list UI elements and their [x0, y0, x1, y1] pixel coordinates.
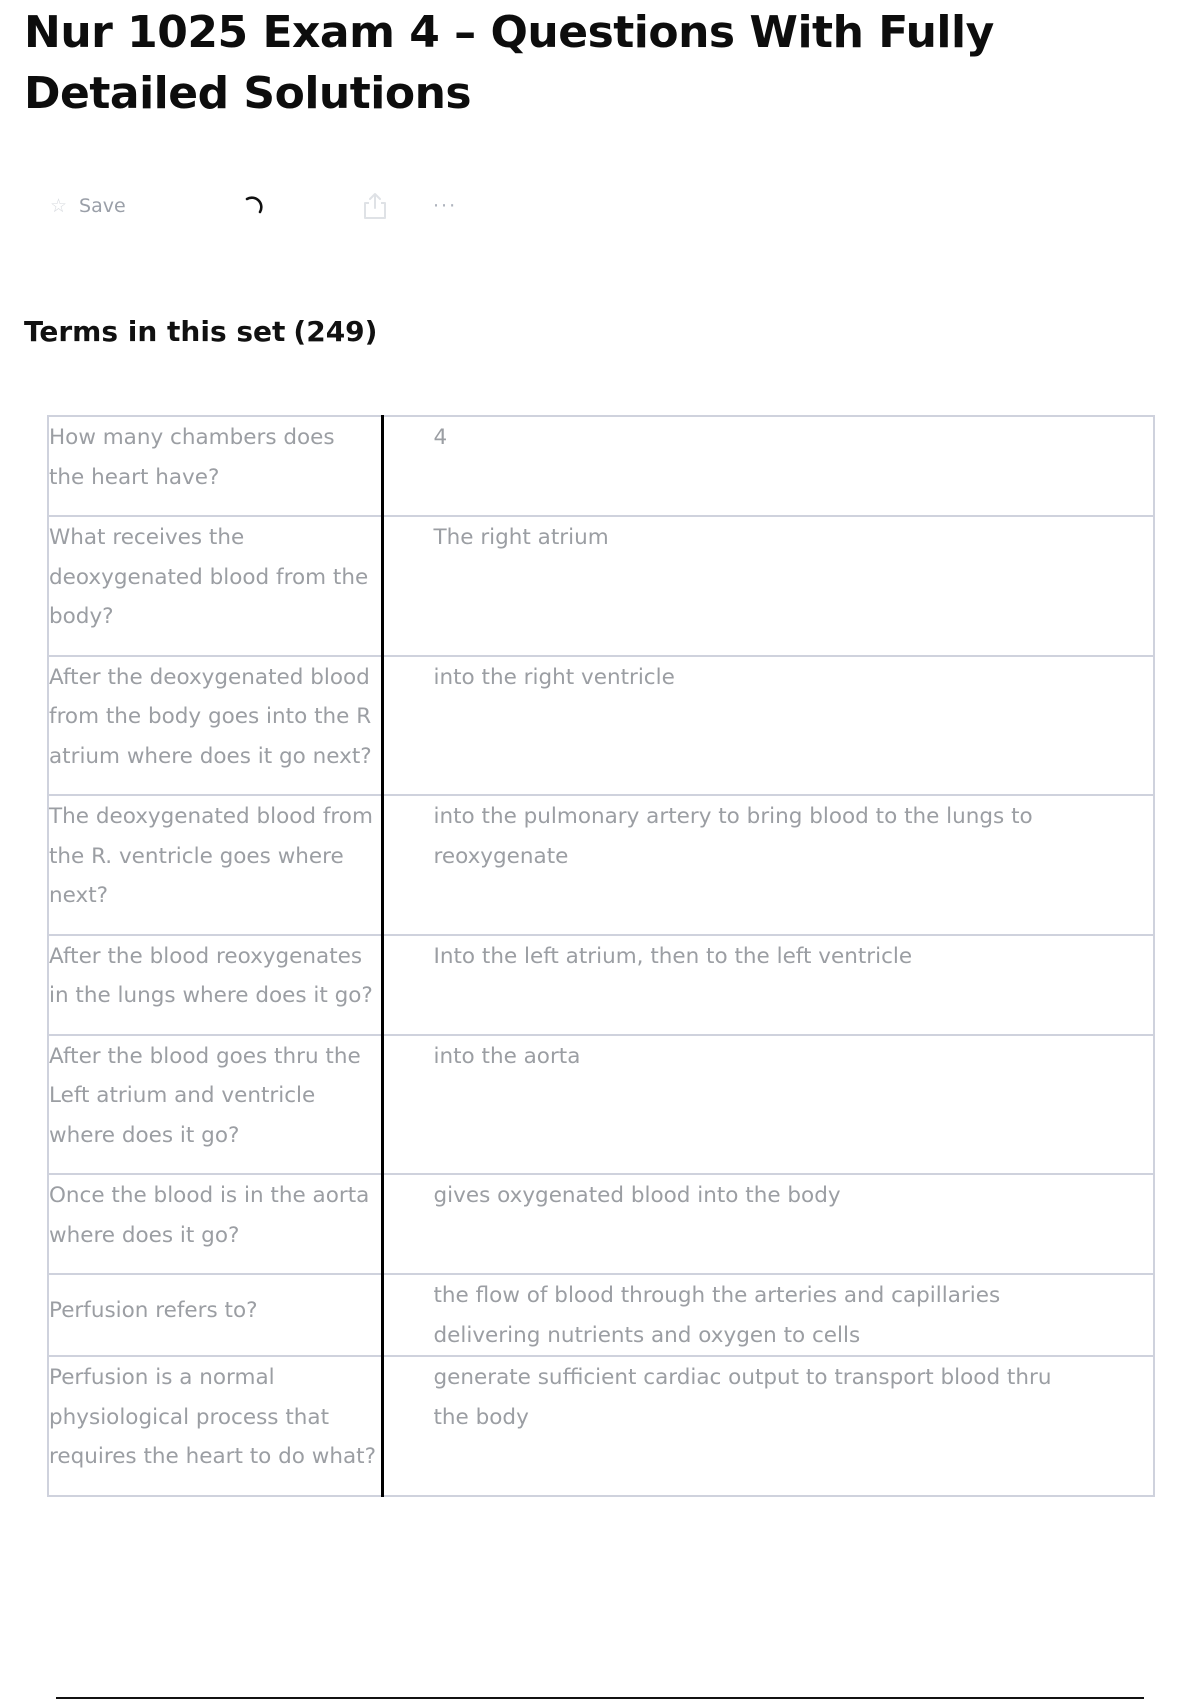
definition-text: 4 — [382, 416, 1154, 516]
definition-text: into the aorta — [382, 1035, 1154, 1175]
term-row[interactable] — [48, 416, 1154, 516]
terms-heading-label: Terms in this set — [24, 315, 286, 348]
toolbar — [50, 186, 490, 226]
definition-text: The right atrium — [382, 516, 1154, 656]
page-title: Nur 1025 Exam 4 – Questions With Fully Detailed Solutions — [24, 7, 994, 119]
definition-text: gives oxygenated blood into the body — [382, 1174, 1154, 1274]
term-row[interactable] — [48, 656, 1154, 796]
term-row[interactable] — [48, 1274, 1154, 1356]
definition-text: Into the left atrium, then to the left ventricle — [382, 935, 1154, 1035]
term-text: How many chambers does the heart have? — [48, 416, 382, 516]
term-text: The deoxygenated blood from the R. ventricle goes where next? — [48, 795, 382, 935]
term-text: After the blood reoxygenates in the lungs where does it go? — [48, 935, 382, 1035]
bottom-divider — [56, 1697, 1144, 1699]
term-text: Perfusion is a normal physiological process that requires the heart to do what? — [48, 1356, 382, 1496]
term-text: Once the blood is in the aorta where does it go? — [48, 1174, 382, 1274]
more-icon: ··· — [433, 195, 458, 217]
share-icon — [362, 191, 388, 221]
definition-text: the flow of blood through the arteries and capillaries delivering nutrients and oxygen to cells — [382, 1274, 1154, 1356]
more-button[interactable] — [433, 186, 457, 226]
star-icon: ☆ — [50, 195, 68, 217]
save-button[interactable] — [50, 186, 126, 226]
term-text: What receives the deoxygenated blood from the body? — [48, 516, 382, 656]
term-row[interactable] — [48, 1174, 1154, 1274]
term-row[interactable] — [48, 935, 1154, 1035]
definition-text: into the pulmonary artery to bring blood to the lungs to reoxygenate — [382, 795, 1154, 935]
term-row[interactable] — [48, 1035, 1154, 1175]
term-row[interactable] — [48, 516, 1154, 656]
term-row[interactable] — [48, 1356, 1154, 1496]
term-text: After the blood goes thru the Left atrium and ventricle where does it go? — [48, 1035, 382, 1175]
terms-table — [47, 415, 1155, 1497]
spinner-icon — [240, 192, 268, 220]
term-row[interactable] — [48, 795, 1154, 935]
term-text: Perfusion refers to? — [48, 1274, 382, 1356]
terms-count: (249) — [293, 315, 378, 348]
term-text: After the deoxygenated blood from the body goes into the R atrium where does it go next? — [48, 656, 382, 796]
save-label: Save — [79, 195, 126, 217]
definition-text: into the right ventricle — [382, 656, 1154, 796]
terms-heading — [24, 312, 377, 352]
definition-text: generate sufficient cardiac output to transport blood thru the body — [382, 1356, 1154, 1496]
loading-button[interactable] — [240, 186, 268, 226]
share-button[interactable] — [362, 186, 388, 226]
